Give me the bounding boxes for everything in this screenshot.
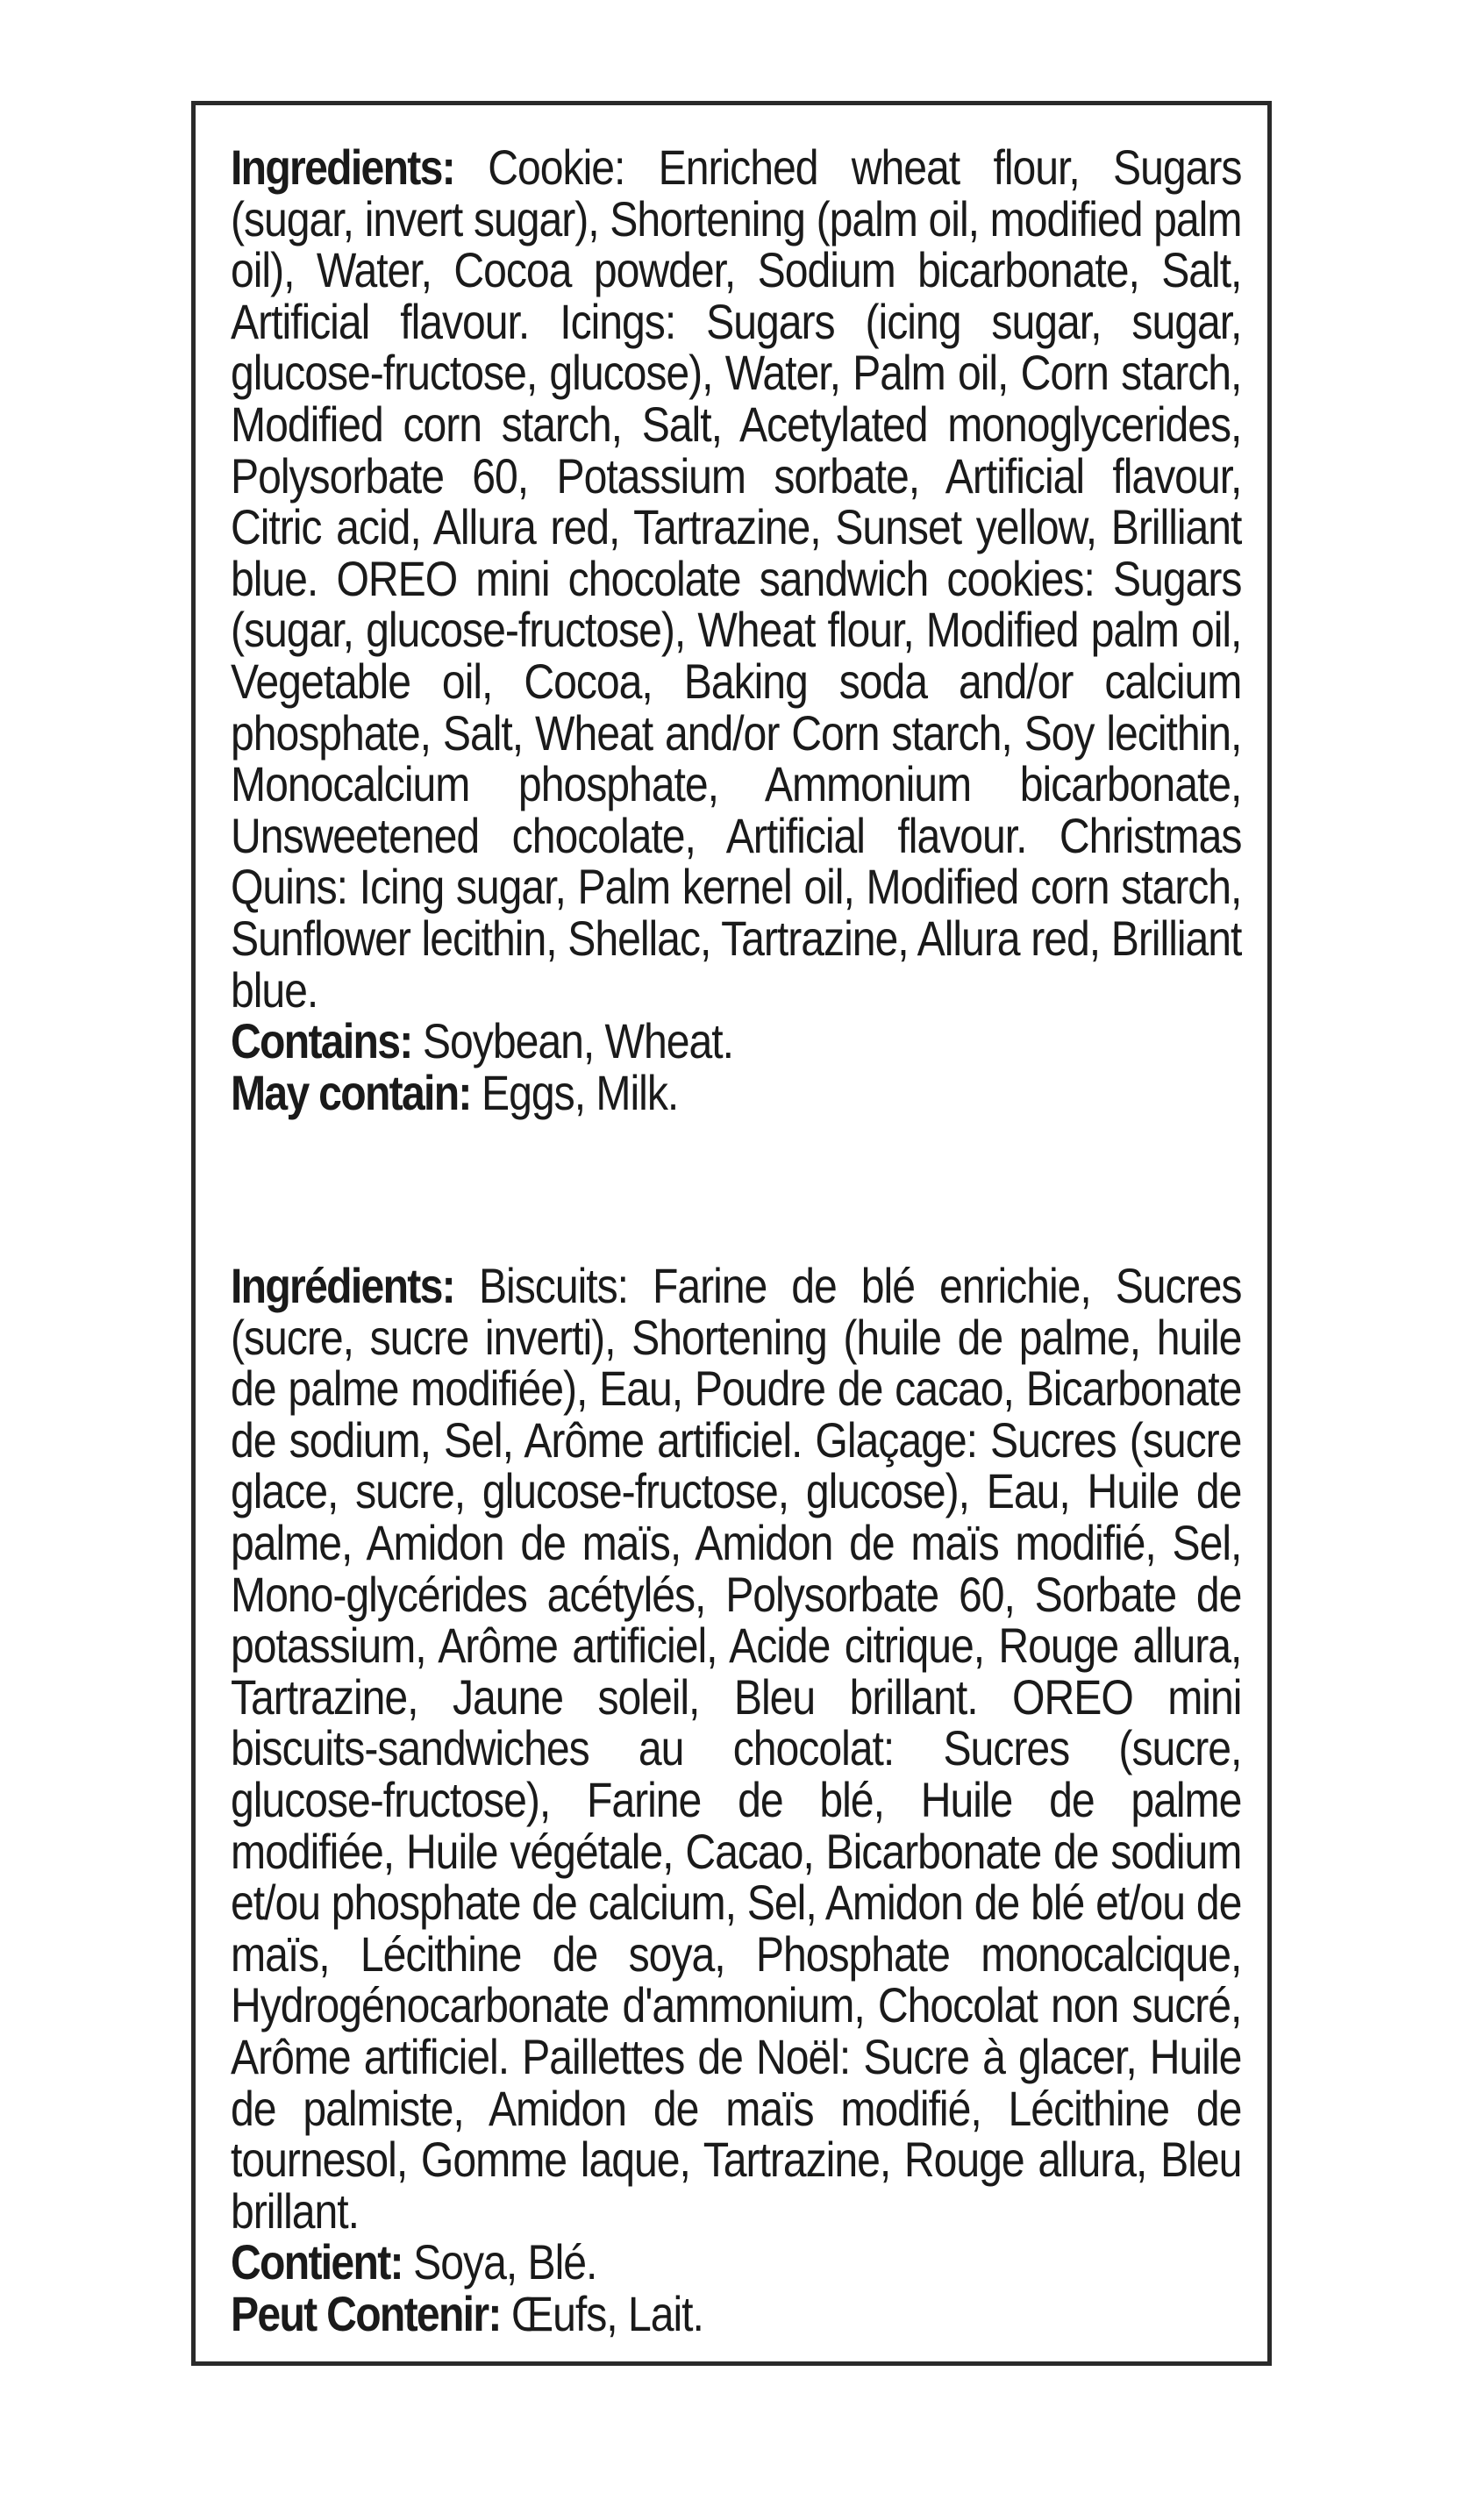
english-contains-line: [231, 1013, 1241, 1069]
french-ingredients-list: Biscuits: Farine de blé enrichie, Sucres (sucre, sucre inverti), Shortening (huile de palme, huile de palme modifiée), Eau, Poudre de cacao, Bicarbonate de sodium, Sel, Arôme artificiel. Glaçage: Sucres (sucre glace, sucre, glucose-fructose, glucose), Eau, Huile de palme, Amidon de maïs, Amidon de maïs modifié, Sel, Mono-glycérides acétylés, Polysorbate 60, Sorbate de potassium, Arôme artificiel, Acide citrique, Rouge allura, Tartrazine, Jaune soleil, Bleu brillant. OREO mini biscuits-sandwiches au chocolat: Sucres (sucre, glucose-fructose), Farine de blé, Huile de palme modifiée, Huile végétale, Cacao, Bicarbonate de sodium et/ou phosphate de calcium, Sel, Amidon de blé et/ou de maïs, Lécithine de soya, Phosphate monocalcique, Hydrogénocarbonate d'ammonium, Chocolat non sucré, Arôme artificiel. Paillettes de Noël: Sucre à glacer, Huile de palmiste, Amidon de maïs modifié, Lécithine de tournesol, Gomme laque, Tartrazine, Rouge allura, Bleu brillant.: [231, 1258, 1242, 2239]
english-ingredients-paragraph: [231, 139, 1242, 1018]
english-ingredients-list: Cookie: Enriched wheat flour, Sugars (sugar, invert sugar), Shortening (palm oil, modified palm oil), Water, Cocoa powder, Sodium bicarbonate, Salt, Artificial flavour. Icings: Sugars (icing sugar, sugar, glucose-fructose, glucose), Water, Palm oil, Corn starch, Modified corn starch, Salt, Acetylated monoglycerides, Polysorbate 60, Potassium sorbate, Artificial flavour, Citric acid, Allura red, Tartrazine, Sunset yellow, Brilliant blue. OREO mini chocolate sandwich cookies: Sugars (sugar, glucose-fructose), Wheat flour, Modified palm oil, Vegetable oil, Cocoa, Baking soda and/or calcium phosphate, Salt, Wheat and/or Corn starch, Soy lecithin, Monocalcium phosphate, Ammonium bicarbonate, Unsweetened chocolate, Artificial flavour. Christmas Quins: Icing sugar, Palm kernel oil, Modified corn starch, Sunflower lecithin, Shellac, Tartrazine, Allura red, Brilliant blue.: [231, 139, 1242, 1018]
english-contains-heading: Contains:: [231, 1013, 412, 1069]
english-ingredients-heading: Ingredients:: [231, 139, 454, 195]
french-ingredients-section: [231, 1258, 1242, 2341]
french-contains-list: Soya, Blé.: [413, 2234, 597, 2290]
french-ingredients-heading: Ingrédients:: [231, 1258, 454, 1313]
english-may-contain-heading: May contain:: [231, 1064, 471, 1120]
french-may-contain-heading: Peut Contenir:: [231, 2285, 501, 2341]
ingredient-label-panel: [191, 101, 1272, 2366]
french-ingredients-paragraph: [231, 1258, 1242, 2239]
french-contains-heading: Contient:: [231, 2234, 403, 2290]
french-may-contain-list: Œufs, Lait.: [511, 2285, 703, 2341]
english-contains-list: Soybean, Wheat.: [422, 1013, 733, 1069]
french-may-contain-line: [231, 2285, 1241, 2341]
english-may-contain-line: [231, 1064, 1241, 1120]
english-may-contain-list: Eggs, Milk.: [482, 1064, 679, 1120]
french-contains-line: [231, 2234, 1241, 2290]
english-ingredients-section: [231, 139, 1242, 1120]
